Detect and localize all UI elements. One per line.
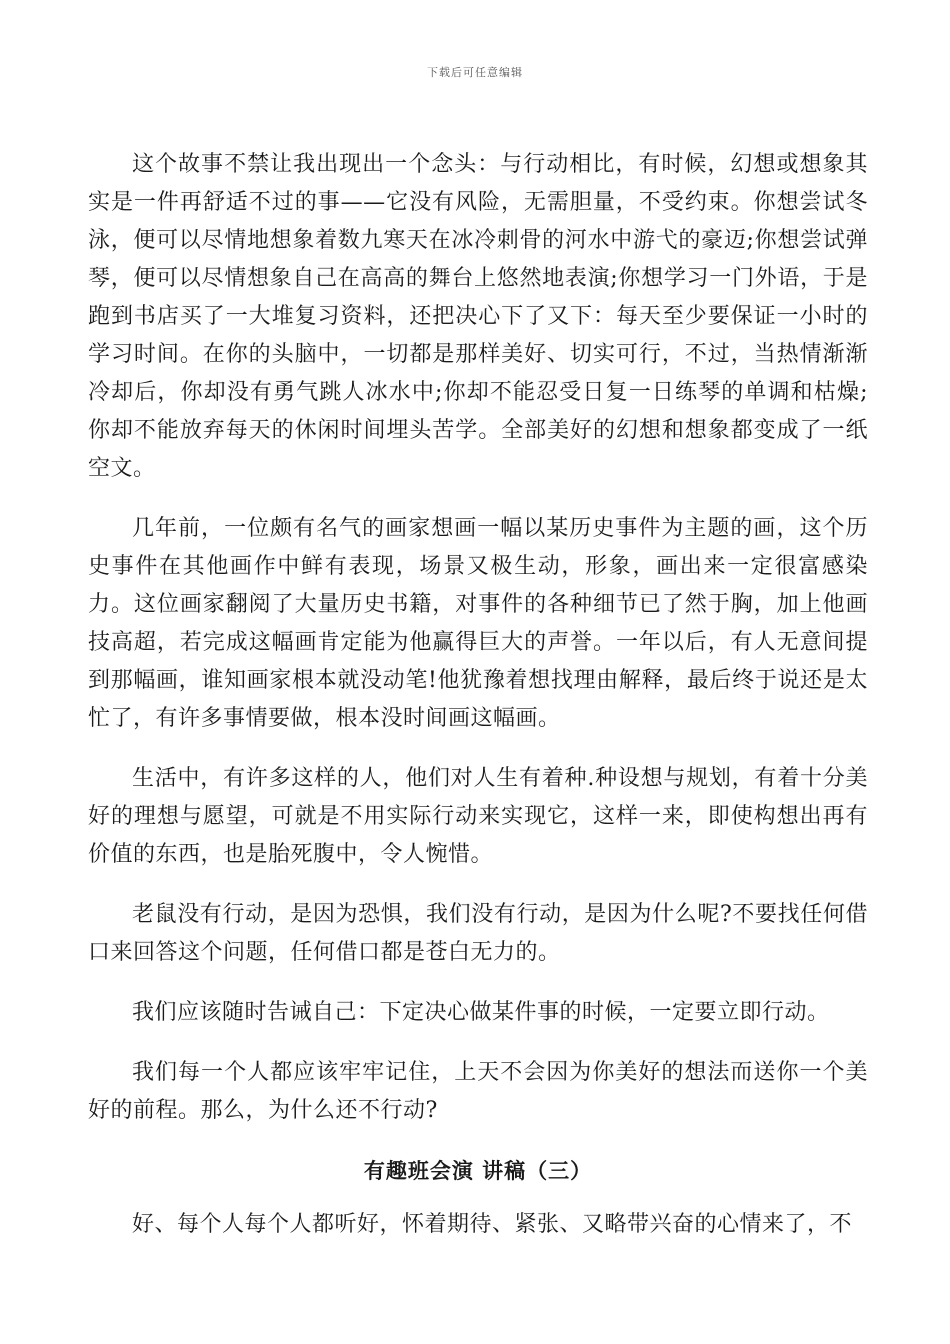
section-title: 有趣班会演 讲稿（三） [363, 1158, 593, 1183]
paragraph-2: 几年前，一位颇有名气的画家想画一幅以某历史事件为主题的画，这个历史事件在其他画作中鲜有表现，场景又极生动，形象，画出来一定很富感染力。这位画家翻阅了大量历史书籍，对事件的各种细节已了然于胸，加上他画技高超，若完成这幅画肯定能为他赢得巨大的声誉。一年以后，有人无意间提到那幅画，谁知画家根本就没动笔!他犹豫着想找理由解释，最后终于说还是太忙了，有许多事情要做，根本没时间画这幅画。 [88, 516, 868, 731]
paragraph-1: 这个故事不禁让我出现出一个念头：与行动相比，有时候，幻想或想象其实是一件再舒适不过的事——它没有风险，无需胆量，不受约束。你想尝试冬泳，便可以尽情地想象着数九寒天在冰冷刺骨的河水中游弋的豪迈;你想尝试弹琴，便可以尽情想象自己在高高的舞台上悠然地表演;你想学习一门外语，于是跑到书店买了一大堆复习资料，还把决心下了又下：每天至少要保证一小时的学习时间。在你的头脑中，一切都是那样美好、切实可行，不过，当热情渐渐冷却后，你却没有勇气跳人冰水中;你却不能忍受日复一日练琴的单调和枯燥;你却不能放弃每天的休闲时间埋头苦学。全部美好的幻想和想象都变成了一纸空文。 [88, 152, 868, 481]
document-body [88, 146, 868, 1266]
paragraph-5: 我们应该随时告诫自己：下定决心做某件事的时候，一定要立即行动。 [132, 1000, 830, 1025]
paragraph-3: 生活中，有许多这样的人，他们对人生有着种.种设想与规划，有着十分美好的理想与愿望，可就是不用实际行动来实现它，这样一来，即使构想出再有价值的东西，也是胎死腹中，令人惋惜。 [88, 766, 868, 867]
paragraph-7: 好、每个人每个人都听好，怀着期待、紧张、又略带兴奋的心情来了，不 [132, 1212, 853, 1237]
page-header-note: 下载后可任意编辑 [427, 66, 523, 79]
paragraph-6: 我们每一个人都应该牢牢记住，上天不会因为你美好的想法而送你一个美好的前程。那么，为什么还不行动? [88, 1060, 868, 1123]
paragraph-4: 老鼠没有行动，是因为恐惧，我们没有行动，是因为什么呢?不要找任何借口来回答这个问题，任何借口都是苍白无力的。 [88, 902, 868, 965]
